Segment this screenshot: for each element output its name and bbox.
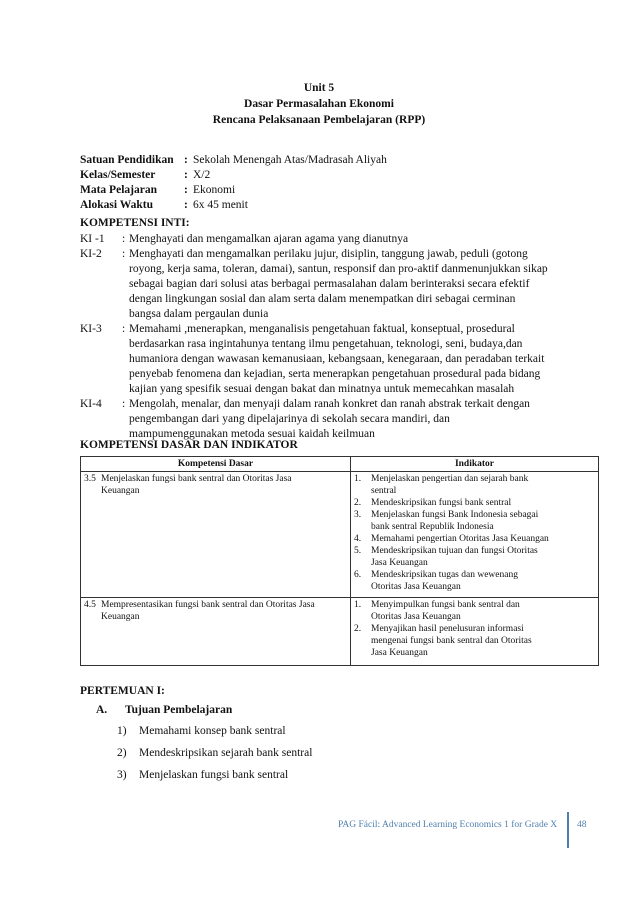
- footer-text: PAG Fácil: Advanced Learning Economics 1 for Grade X: [338, 820, 558, 830]
- ki-colon: :: [122, 248, 126, 260]
- indikator-text-line: Mendeskripsikan tugas dan wewenang: [371, 570, 518, 580]
- kd-text: [101, 599, 315, 623]
- indikator-text-line: sentral: [371, 486, 397, 496]
- list-item: [117, 746, 312, 768]
- indikator-text: [371, 623, 532, 659]
- kd-header-indikator: Indikator: [351, 457, 599, 472]
- ki-text: [129, 322, 600, 397]
- kd-entry: [84, 599, 347, 623]
- ki-text-line: penyebab fenomena dan kejadian, serta menerapkan pengetahuan prosedural pada bidang: [129, 368, 541, 380]
- indikator-item: [354, 623, 595, 659]
- indikator-item: [354, 497, 595, 509]
- identity-label: Satuan Pendidikan: [80, 154, 174, 166]
- indikator-text: [371, 509, 538, 533]
- ki-text-line: Mengolah, menalar, dan menyaji dalam ranah konkret dan ranah abstrak terkait dengan: [129, 398, 530, 410]
- ki-code: KI-4: [80, 398, 102, 410]
- ki-colon: :: [122, 233, 126, 245]
- indikator-item: [354, 473, 595, 497]
- indikator-item: [354, 569, 595, 593]
- identity-block: [80, 153, 600, 213]
- kd-cell: [81, 598, 351, 666]
- identity-colon: :: [184, 154, 188, 166]
- indikator-text-line: bank sentral Republik Indonesia: [371, 522, 494, 532]
- ki-code: KI -1: [80, 233, 105, 245]
- table-row: [81, 472, 599, 598]
- ki-item: [80, 232, 600, 247]
- kd-text-line: Mempresentasikan fungsi bank sentral dan Otoritas Jasa: [101, 600, 315, 610]
- tujuan-number: 3): [117, 769, 127, 781]
- indikator-number: 3.: [354, 510, 362, 520]
- ki-text: [129, 397, 600, 442]
- ki-text-line: pengembangan dari yang dipelajarinya di sekolah secara mandiri, dan: [129, 413, 450, 425]
- topic-title: Dasar Permasalahan Ekonomi: [244, 98, 394, 110]
- kd-header-kompetensi: Kompetensi Dasar: [81, 457, 351, 472]
- indikator-text-line: Otoritas Jasa Keuangan: [371, 612, 461, 622]
- indikator-item: [354, 533, 595, 545]
- indikator-text-line: Menjelaskan fungsi Bank Indonesia sebagai: [371, 510, 539, 520]
- indikator-number: 2.: [354, 498, 362, 508]
- indikator-number: 5.: [354, 546, 362, 556]
- kd-text: [101, 473, 291, 497]
- ki-text-line: Menghayati dan mengamalkan perilaku jujur, disiplin, tanggung jawab, peduli (gotong: [129, 248, 528, 260]
- ki-text-line: mampumenggunakan metoda sesuai kaidah keilmuan: [129, 428, 375, 440]
- ki-code: KI-2: [80, 248, 102, 260]
- indikator-text: [371, 473, 528, 497]
- indikator-text-line: mengenai fungsi bank sentral dan Otoritas: [371, 636, 532, 646]
- ki-list: [80, 232, 600, 442]
- indikator-number: 6.: [354, 570, 362, 580]
- page-number: 48: [577, 820, 587, 830]
- tujuan-number: 2): [117, 747, 127, 759]
- indikator-cell: [351, 598, 599, 666]
- kd-text-line: Keuangan: [101, 486, 140, 496]
- tujuan-heading: [96, 704, 232, 716]
- table-row: [81, 598, 599, 666]
- identity-label: Kelas/Semester: [80, 169, 156, 181]
- indikator-text: [371, 545, 538, 569]
- identity-row: [80, 183, 600, 198]
- identity-colon: :: [184, 169, 188, 181]
- identity-row: [80, 153, 600, 168]
- indikator-text-line: Menjelaskan pengertian dan sejarah bank: [371, 474, 529, 484]
- tujuan-text: Menjelaskan fungsi bank sentral: [139, 769, 289, 781]
- tujuan-letter: A.: [96, 704, 108, 716]
- ki-code: KI-3: [80, 323, 102, 335]
- ki-heading: KOMPETENSI INTI:: [80, 217, 190, 229]
- ki-text-line: dengan lingkungan sosial dan alam serta dalam menempatkan diri sebagai cerminan: [129, 293, 516, 305]
- indikator-text: [371, 569, 518, 593]
- indikator-number: 1.: [354, 474, 362, 484]
- indikator-text: [371, 497, 511, 509]
- tujuan-text: Memahami konsep bank sentral: [139, 725, 286, 737]
- tujuan-text: Mendeskripsikan sejarah bank sentral: [139, 747, 313, 759]
- ki-text-line: bangsa dalam pergaulan dunia: [129, 308, 269, 320]
- kd-table: [80, 456, 599, 666]
- list-item: [117, 724, 312, 746]
- ki-item: [80, 397, 600, 442]
- pertemuan-heading: PERTEMUAN I:: [80, 685, 165, 697]
- identity-value: 6x 45 menit: [193, 199, 248, 211]
- indikator-number: 1.: [354, 600, 362, 610]
- indikator-text-line: Mendeskripsikan fungsi bank sentral: [371, 498, 512, 508]
- ki-text-line: royong, kerja sama, toleran, damai), santun, responsif dan pro-aktif danmenunjukkan sikap: [129, 263, 548, 275]
- ki-colon: :: [122, 398, 126, 410]
- ki-text-line: berdasarkan rasa ingintahunya tentang ilmu pengetahuan, teknologi, seni, budaya,dan: [129, 338, 523, 350]
- ki-text: [129, 232, 600, 247]
- indikator-text-line: Jasa Keuangan: [371, 648, 428, 658]
- indikator-text: [371, 533, 549, 545]
- identity-value: Sekolah Menengah Atas/Madrasah Aliyah: [193, 154, 387, 166]
- indikator-text-line: Menyajikan hasil penelusuran informasi: [371, 624, 524, 634]
- tujuan-list: [117, 724, 312, 790]
- indikator-item: [354, 545, 595, 569]
- indikator-item: [354, 599, 595, 623]
- indikator-number: 2.: [354, 624, 362, 634]
- kd-text-line: Keuangan: [101, 612, 140, 622]
- indikator-text-line: Mendeskripsikan tujuan dan fungsi Otoritas: [371, 546, 538, 556]
- indikator-text-line: Menyimpulkan fungsi bank sentral dan: [371, 600, 520, 610]
- indikator-text-line: Otoritas Jasa Keuangan: [371, 582, 461, 592]
- identity-colon: :: [184, 199, 188, 211]
- ki-text-line: sebagai bagian dari solusi atas berbagai permasalahan dalam berinteraksi secara efektif: [129, 278, 530, 290]
- indikator-text-line: Memahami pengertian Otoritas Jasa Keuangan: [371, 534, 549, 544]
- identity-label: Alokasi Waktu: [80, 199, 153, 211]
- ki-text-line: kajian yang spesifik sesuai dengan bakat dan minatnya untuk memecahkan masalah: [129, 383, 515, 395]
- kd-cell: [81, 472, 351, 598]
- unit-title: Unit 5: [303, 82, 335, 94]
- ki-item: [80, 247, 600, 322]
- ki-text: [129, 247, 600, 322]
- tujuan-number: 1): [117, 725, 127, 737]
- tujuan-label: Tujuan Pembelajaran: [125, 704, 233, 716]
- kd-number: 3.5: [84, 474, 96, 484]
- indikator-text: [371, 599, 520, 623]
- kd-entry: [84, 473, 347, 497]
- identity-row: [80, 198, 600, 213]
- doc-type-title: Rencana Pelaksanaan Pembelajaran (RPP): [212, 114, 426, 126]
- ki-colon: :: [122, 323, 126, 335]
- indikator-cell: [351, 472, 599, 598]
- indikator-item: [354, 509, 595, 533]
- identity-value: X/2: [193, 169, 211, 181]
- kd-heading: KOMPETENSI DASAR DAN INDIKATOR: [80, 439, 298, 451]
- indikator-text-line: Jasa Keuangan: [371, 558, 428, 568]
- identity-colon: :: [184, 184, 188, 196]
- ki-text-line: humaniora dengan wawasan kemanusiaan, kebangsaan, kenegaraan, dan peradaban terkait: [129, 353, 545, 365]
- identity-label: Mata Pelajaran: [80, 184, 157, 196]
- identity-value: Ekonomi: [193, 184, 236, 196]
- footer-divider: [567, 812, 569, 848]
- ki-item: [80, 322, 600, 397]
- kd-text-line: Menjelaskan fungsi bank sentral dan Otoritas Jasa: [101, 474, 292, 484]
- kd-table-header: [81, 457, 599, 472]
- ki-text-line: Memahami ,menerapkan, menganalisis pengetahuan faktual, konseptual, prosedural: [129, 323, 515, 335]
- ki-text-line: Menghayati dan mengamalkan ajaran agama yang dianutnya: [129, 233, 409, 245]
- list-item: [117, 768, 312, 790]
- kd-number: 4.5: [84, 600, 96, 610]
- identity-row: [80, 168, 600, 183]
- indikator-number: 4.: [354, 534, 362, 544]
